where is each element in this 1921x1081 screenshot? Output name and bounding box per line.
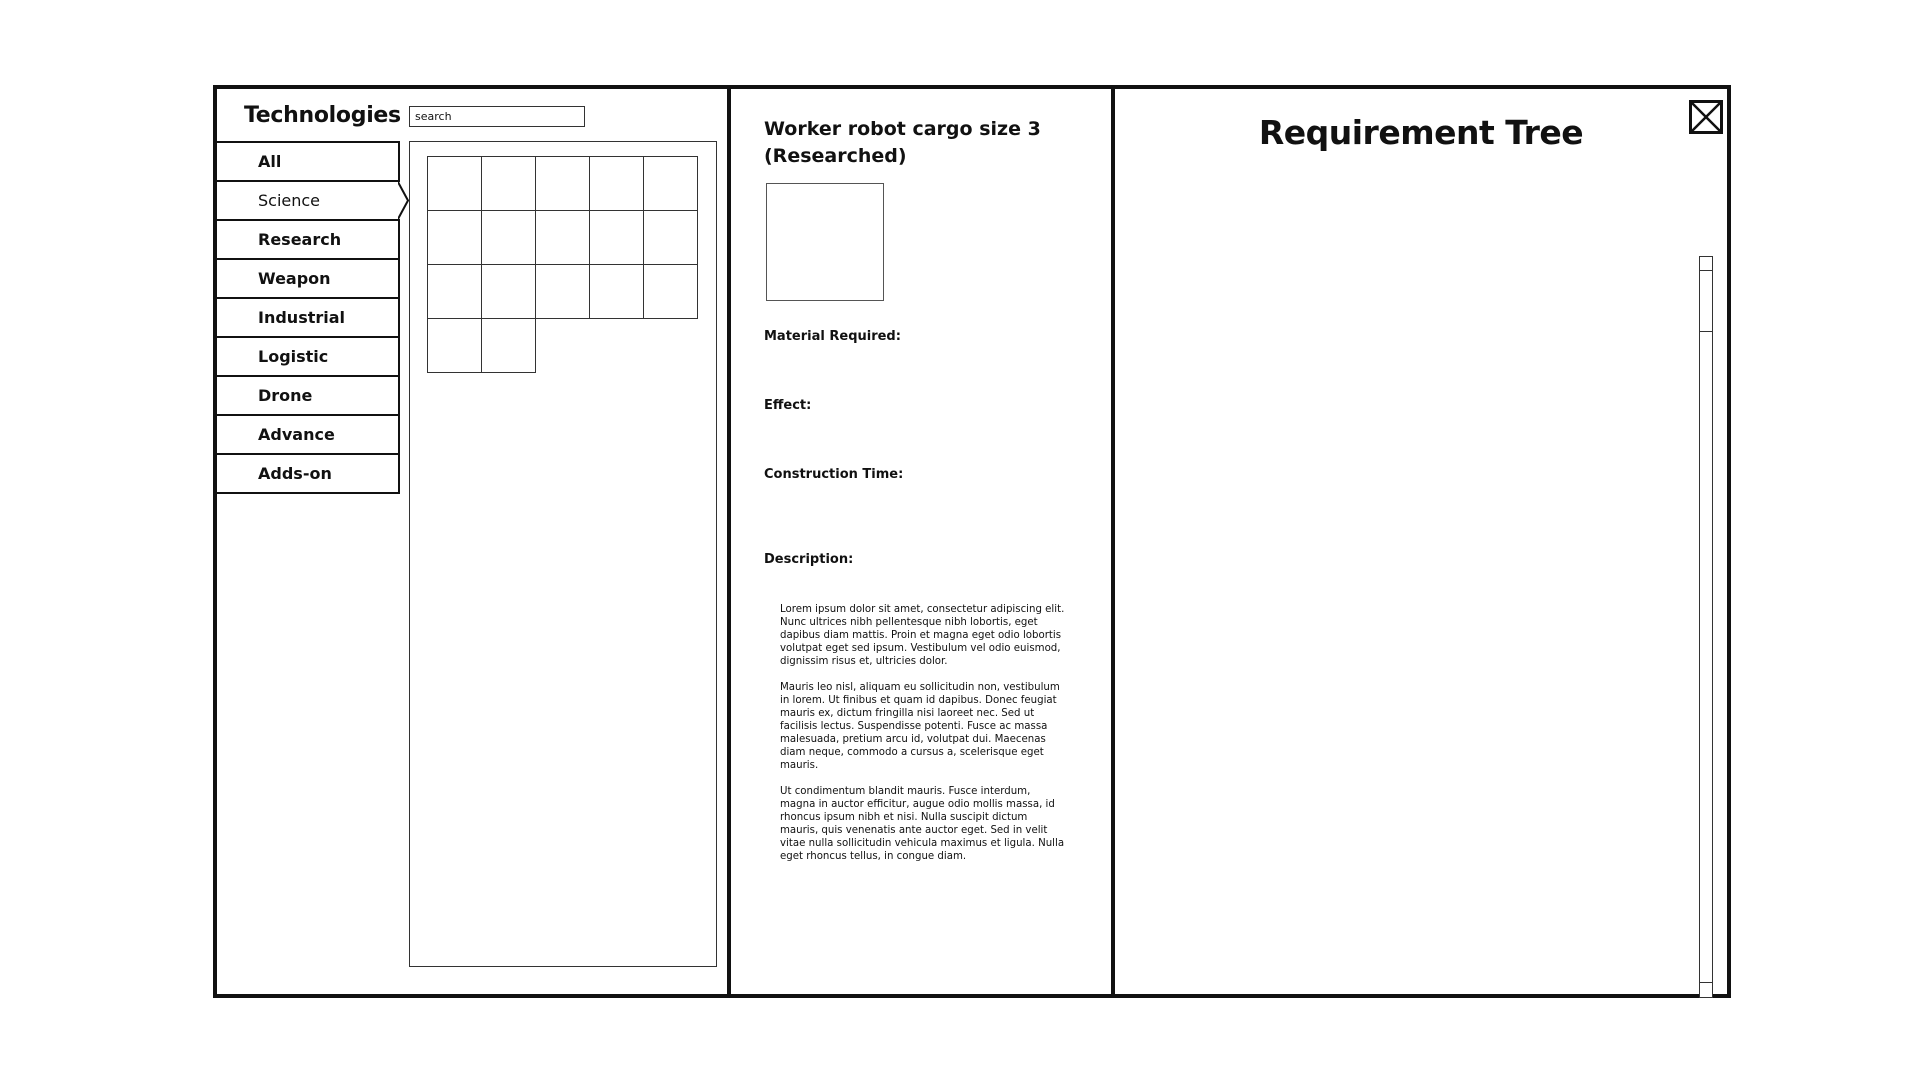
- technology-cell[interactable]: [643, 264, 698, 319]
- technology-grid-panel: [409, 141, 717, 967]
- requirement-tree-panel: [1115, 89, 1727, 994]
- technology-window: [213, 85, 1731, 998]
- technology-image: [766, 183, 884, 301]
- scroll-thumb[interactable]: [1699, 270, 1713, 332]
- technology-cell[interactable]: [481, 210, 536, 265]
- technology-cell[interactable]: [589, 156, 644, 211]
- tab-label: All: [258, 152, 282, 171]
- effect-label: Effect:: [764, 398, 812, 413]
- description-text: [780, 603, 1068, 876]
- description-paragraph: Mauris leo nisl, aliquam eu sollicitudin non, vestibulum in lorem. Ut finibus et quam id dapibus. Donec feugiat mauris ex, dictum fringilla nisi laoreet nec. Sed ut facilisis lectus. Suspendisse potenti. Fusce ac massa malesuada, pretium arcu id, volutpat dui. Maecenas diam neque, commodo a cursus a, scelerisque eget mauris.: [780, 682, 1060, 771]
- technology-cell[interactable]: [481, 318, 536, 373]
- tab-label: Research: [258, 230, 342, 249]
- tab-label: Weapon: [258, 269, 331, 288]
- technology-cell[interactable]: [589, 210, 644, 265]
- technology-cell[interactable]: [427, 318, 482, 373]
- technology-cell[interactable]: [535, 264, 590, 319]
- tab-logistic[interactable]: [217, 336, 400, 377]
- tab-label: Advance: [258, 425, 335, 444]
- requirement-tree-scrollbar[interactable]: [1699, 256, 1713, 997]
- technology-cell[interactable]: [427, 264, 482, 319]
- technology-cell[interactable]: [427, 210, 482, 265]
- description-paragraph: Lorem ipsum dolor sit amet, consectetur adipiscing elit. Nunc ultrices nibh pellentesque nibh lobortis, eget dapibus diam mattis. Proin et magna eget odio lobortis volutpat eget sed ipsum. Vestibulum vel odio euismod, dignissim risus et, ultricies dolor.: [780, 604, 1065, 667]
- tab-label: Science: [258, 191, 321, 210]
- requirement-tree-title: Requirement Tree: [1258, 113, 1584, 152]
- technology-cell[interactable]: [535, 156, 590, 211]
- technology-cell[interactable]: [643, 210, 698, 265]
- tab-research[interactable]: [217, 219, 400, 260]
- tab-label: Industrial: [258, 308, 346, 327]
- tab-advance[interactable]: [217, 414, 400, 455]
- technology-cell[interactable]: [427, 156, 482, 211]
- search-input[interactable]: [409, 106, 585, 127]
- scroll-down-button[interactable]: [1699, 982, 1713, 998]
- category-tabs: [217, 141, 400, 494]
- description-label: Description:: [764, 552, 854, 567]
- construction-time-label: Construction Time:: [764, 467, 904, 482]
- technology-cell[interactable]: [643, 156, 698, 211]
- technology-cell[interactable]: [589, 264, 644, 319]
- technology-detail-panel: [731, 89, 1111, 994]
- tab-science[interactable]: [217, 180, 400, 221]
- material-required-label: Material Required:: [764, 329, 901, 344]
- tab-weapon[interactable]: [217, 258, 400, 299]
- tab-drone[interactable]: [217, 375, 400, 416]
- technology-cell[interactable]: [535, 210, 590, 265]
- tab-adds-on[interactable]: [217, 453, 400, 494]
- technology-cell[interactable]: [481, 156, 536, 211]
- technology-grid: [427, 156, 697, 372]
- tab-all[interactable]: [217, 141, 400, 182]
- tab-industrial[interactable]: [217, 297, 400, 338]
- technologies-title: Technologies: [244, 103, 401, 128]
- description-paragraph: Ut condimentum blandit mauris. Fusce interdum, magna in auctor efficitur, augue odio mollis massa, id rhoncus ipsum nibh et nisi. Nulla suscipit dictum mauris, quis venenatis ante auctor eget. Sed in velit vitae nulla sollicitudin vehicula maximus et ligula. Nulla eget rhoncus tellus, in congue diam.: [780, 786, 1065, 862]
- technologies-panel: [217, 89, 727, 994]
- tab-label: Adds-on: [258, 464, 332, 483]
- tab-label: Drone: [258, 386, 313, 405]
- technology-title: Worker robot cargo size 3 (Researched): [764, 118, 1041, 167]
- technology-cell[interactable]: [481, 264, 536, 319]
- close-x-icon[interactable]: [1689, 100, 1723, 134]
- tab-label: Logistic: [258, 347, 329, 366]
